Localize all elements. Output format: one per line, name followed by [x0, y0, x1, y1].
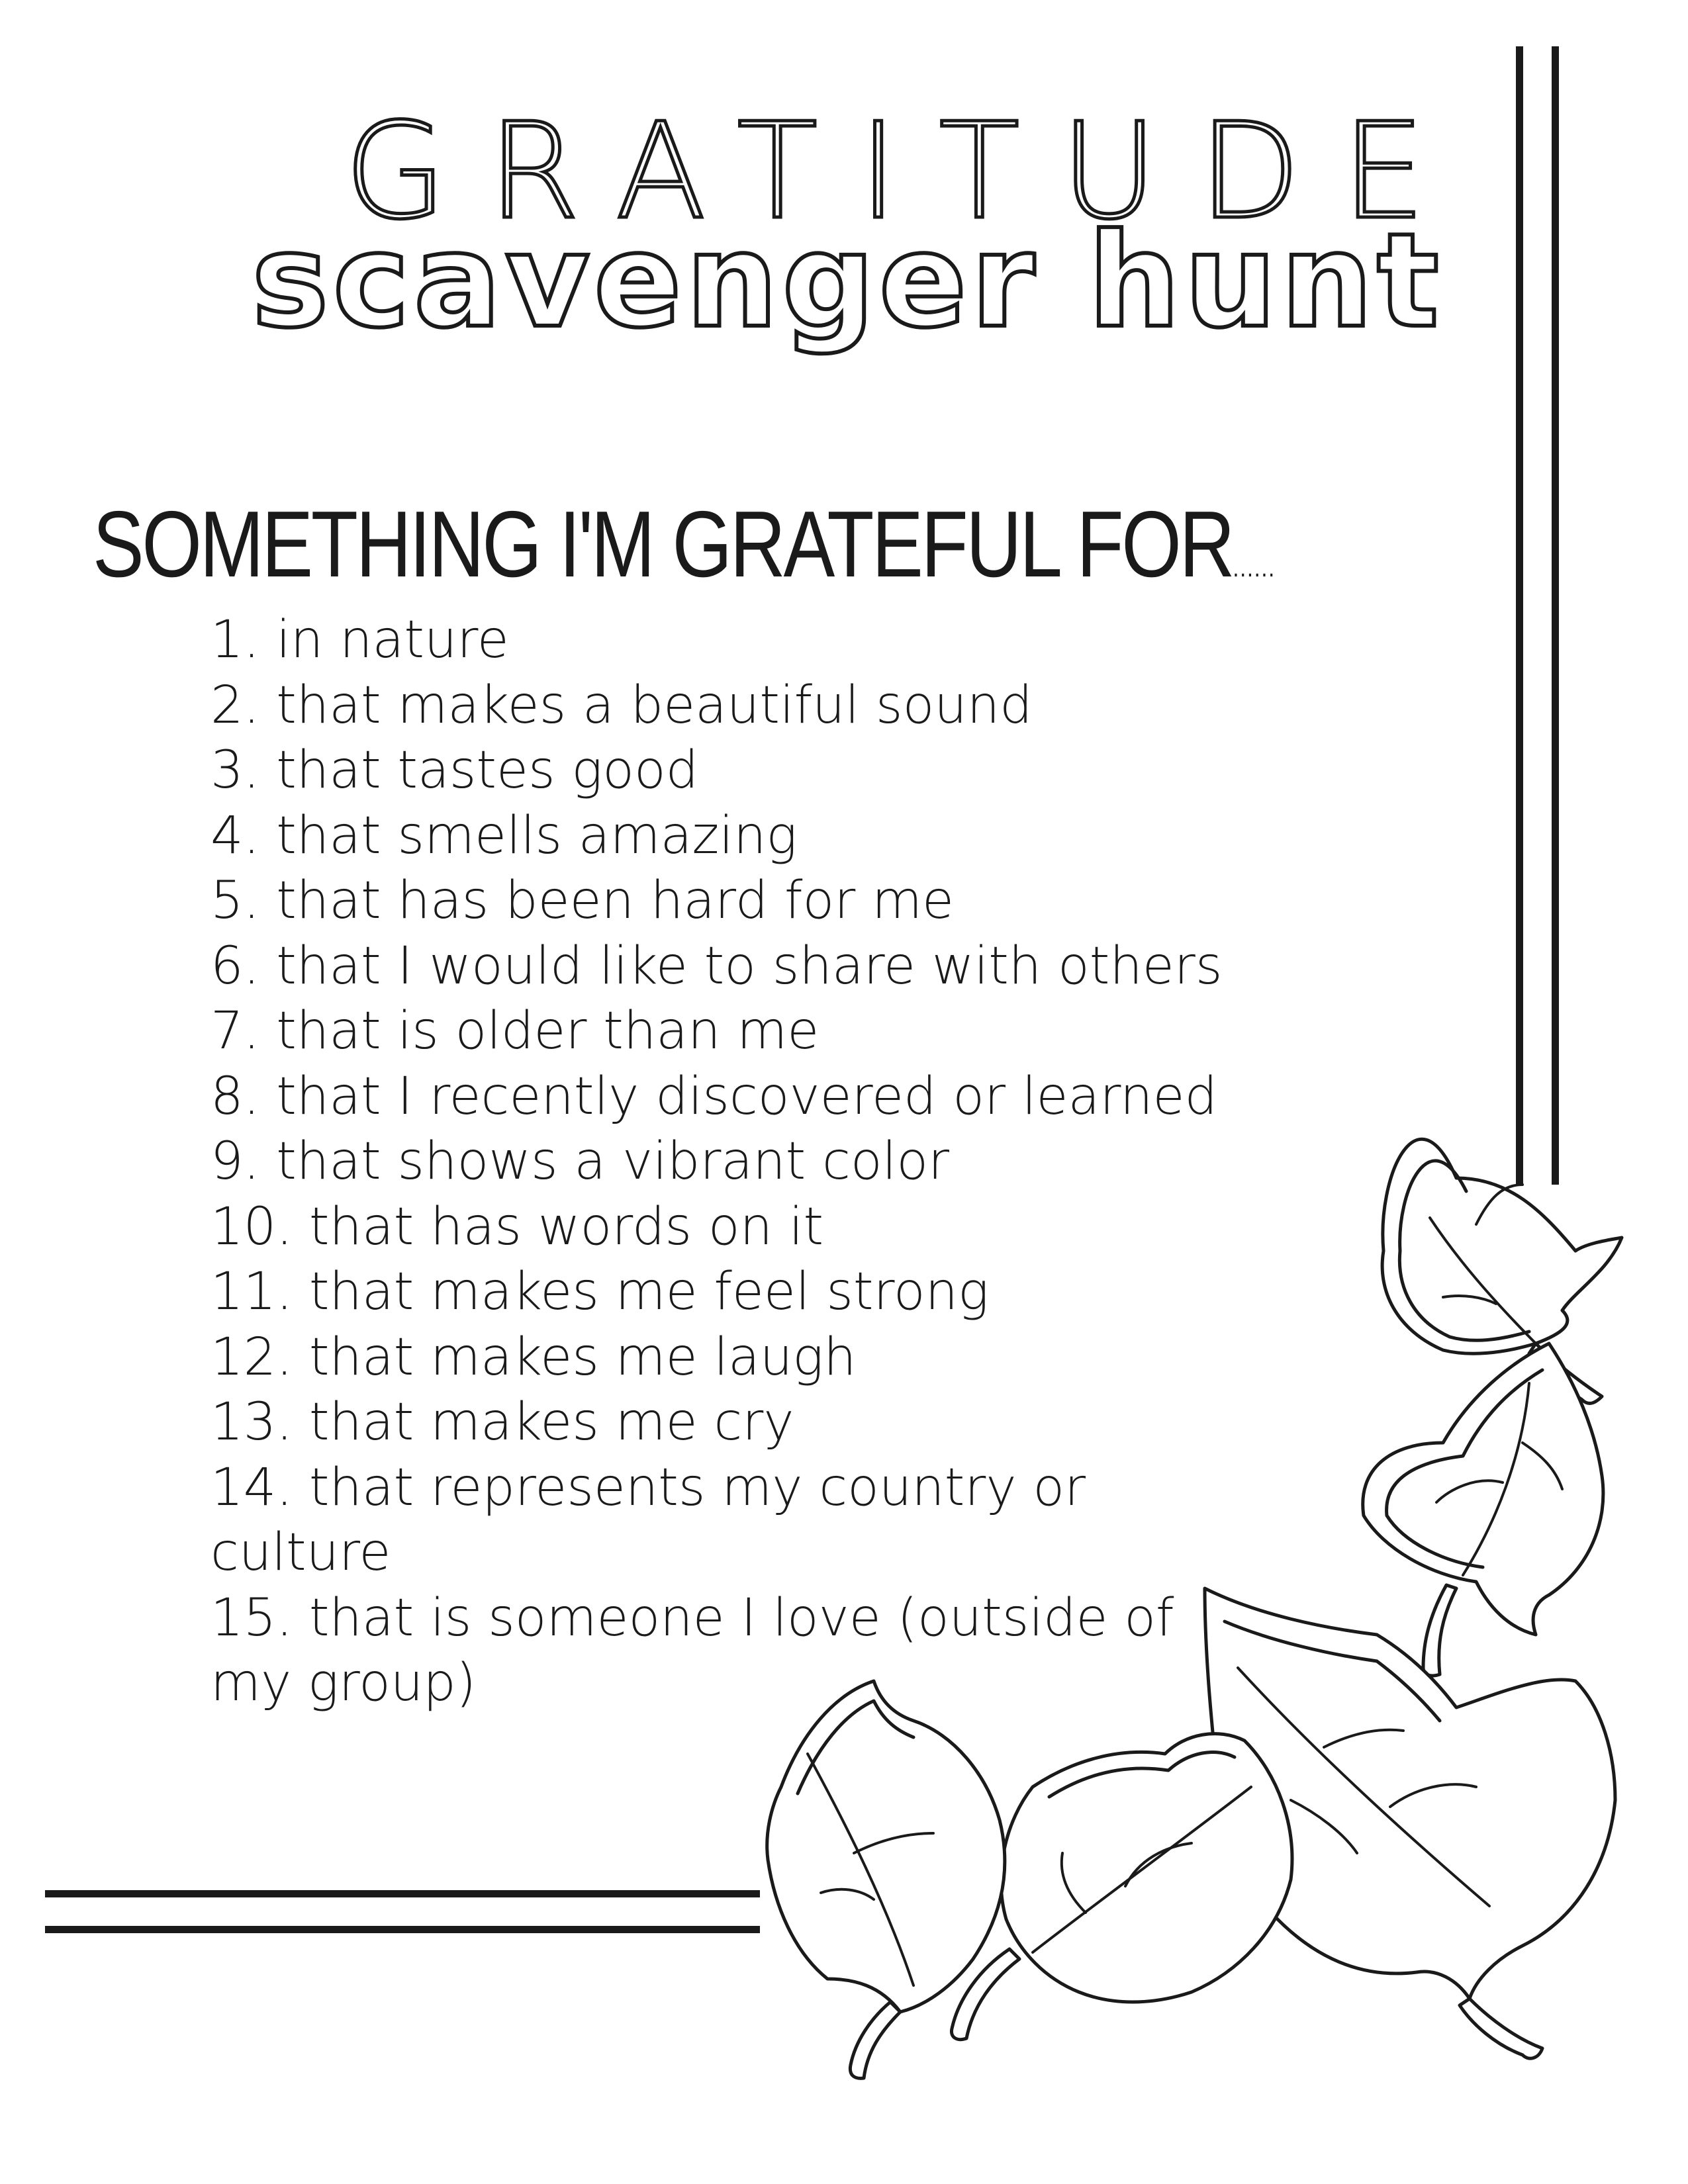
list-item: 4. that smells amazing [211, 805, 798, 866]
list-item: 1. in nature [211, 610, 509, 670]
list-item: 2. that makes a beautiful sound [211, 675, 1033, 735]
title-scavenger-hunt: scavenger hunt [252, 206, 1443, 357]
list-item: 9. that shows a vibrant color [211, 1132, 950, 1191]
list-item: 3. that tastes good [211, 741, 699, 800]
list-item: 10. that has words on it [211, 1197, 824, 1257]
list-item: 13. that makes me cry [211, 1392, 794, 1452]
leaf-icon [1382, 1139, 1622, 1353]
list-item: 7. that is older than me [211, 1001, 820, 1061]
leaf-icon [1363, 1343, 1603, 1635]
list-item: 14. that represents my country or culture [211, 1457, 1086, 1582]
list-item: 5. that has been hard for me [211, 871, 955, 931]
list-item: 15. that is someone I love (outside of my group) [211, 1588, 1174, 1713]
list-item: 6. that I would like to share with others [211, 936, 1223, 996]
list-item: 11. that makes me feel strong [211, 1262, 989, 1322]
title-gratitude: GRATITUDE [344, 95, 1467, 249]
list-item: 8. that I recently discovered or learned [211, 1066, 1217, 1126]
leaf-icon [1001, 1734, 1292, 2002]
list-heading-text: SOMETHING I'M GRATEFUL FOR [93, 492, 1233, 597]
list-item: 12. that makes me laugh [211, 1327, 857, 1387]
leaf-icon [767, 1681, 1005, 2012]
list-heading-ellipsis: ...... [1233, 553, 1276, 582]
